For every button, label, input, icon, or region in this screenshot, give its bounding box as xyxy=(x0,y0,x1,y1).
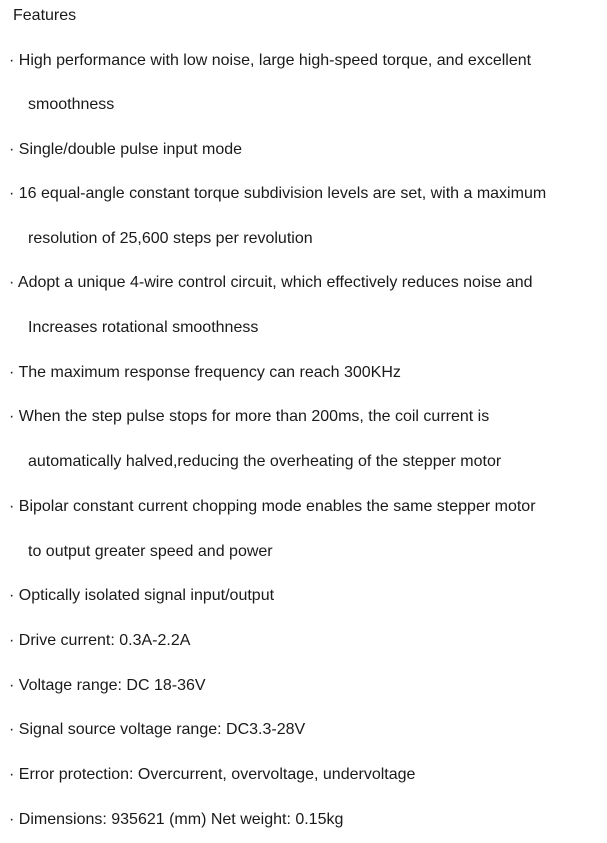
feature-item-line: · High performance with low noise, large high-speed torque, and excellent xyxy=(9,52,532,69)
feature-item-line: · When the step pulse stops for more than 200ms, the coil current is xyxy=(9,408,490,425)
feature-item-line: · Optically isolated signal input/output xyxy=(9,587,275,604)
feature-item-line: · Drive current: 0.3A-2.2A xyxy=(9,632,191,649)
feature-item-line: · Bipolar constant current chopping mode enables the same stepper motor xyxy=(9,498,536,515)
feature-item-line: · Voltage range: DC 18-36V xyxy=(9,677,206,694)
feature-item-line: · Single/double pulse input mode xyxy=(9,141,243,158)
feature-item-line: · Adopt a unique 4-wire control circuit, which effectively reduces noise and xyxy=(9,274,533,291)
feature-item-line: · The maximum response frequency can reach 300KHz xyxy=(9,364,401,381)
feature-item-continuation: Increases rotational smoothness xyxy=(28,319,259,336)
feature-item-line: · 16 equal-angle constant torque subdivision levels are set, with a maximum xyxy=(9,185,547,202)
feature-item-line: · Dimensions: 935621 (mm) Net weight: 0.15kg xyxy=(9,811,344,828)
feature-item-continuation: smoothness xyxy=(28,96,115,113)
feature-item-continuation: to output greater speed and power xyxy=(28,543,273,560)
feature-item-line: · Signal source voltage range: DC3.3-28V xyxy=(9,721,306,738)
page-title: Features xyxy=(13,7,77,24)
feature-item-line: · Error protection: Overcurrent, overvoltage, undervoltage xyxy=(9,766,416,783)
feature-item-continuation: resolution of 25,600 steps per revolution xyxy=(28,230,313,247)
feature-item-continuation: automatically halved,reducing the overheating of the stepper motor xyxy=(28,453,502,470)
